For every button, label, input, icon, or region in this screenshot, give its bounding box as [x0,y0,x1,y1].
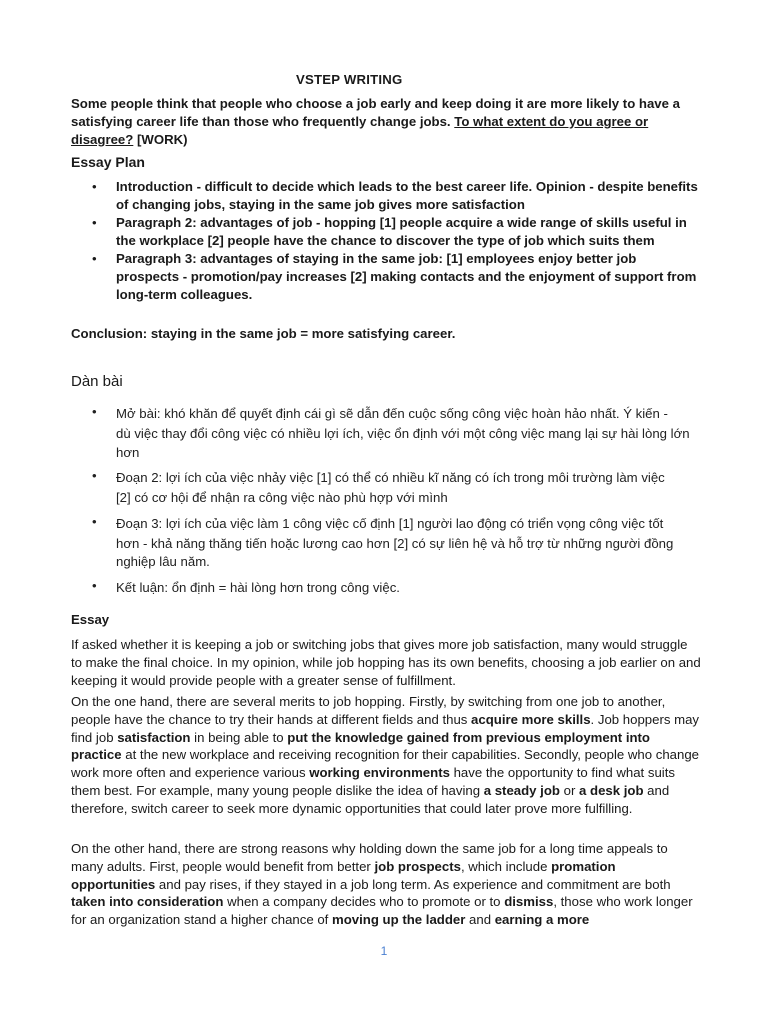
paragraph-text: . Job hoppers may find job [71,711,700,745]
dan-bai-item [71,467,701,508]
essay-plan-list [71,178,701,304]
dan-bai-item-rest: dù việc thay đổi công việc có nhiều lợi ích, việc ổn định với một công việc mang lại sự hài lòng lớn hơn [116,426,690,460]
dan-bai-item-rest: hơn - khả năng thăng tiến hoặc lương cao hơn [2] có sự liên hệ và hỗ trợ từ những người đồng nghiệp lâu năm. [116,535,674,569]
paragraph-text: and therefore, switch career to seek more dynamic opportunities that could later prove more fulfilling. [71,782,670,816]
document-title: VSTEP WRITING [296,72,403,87]
essay-prompt [71,95,701,149]
paragraph-text: On the one hand, there are several merits to job hopping. Firstly, by switching from one job to another, people have the chance to try their hands at different fields and thus [71,694,666,727]
essay-paragraph-intro: If asked whether it is keeping a job or switching jobs that gives more job satisfaction, many would struggle to make the final choice. In my opinion, while job hopping has its own benefits, choosing a job earlier on and keeping it would provide people with a greater sense of fulfillment. [71,637,701,688]
key-phrase: dismiss [504,894,554,910]
dan-bai-item-line: • Kết luận: ổn định = hài lòng hơn trong công việc. [116,579,400,595]
paragraph-text: in being able to [190,729,288,745]
key-phrase: satisfaction [117,729,191,745]
essay-paragraph-body-2 [71,840,701,929]
page-number: 1 [380,944,388,958]
key-phrase: a steady job [483,782,560,798]
paragraph-text: , which include [460,858,552,874]
key-phrase: moving up the ladder [332,912,466,928]
dan-bai-item [71,577,701,599]
dan-bai-heading: Dàn bài [71,373,123,390]
dan-bai-item [71,513,701,572]
paragraph-text: On the other hand, there are strong reasons why holding down the same job for a long time appeals to many adults. First, people would benefit from better [71,841,668,874]
paragraph-text: or [559,782,580,798]
dan-bai-item-line: • Đoạn 3: lợi ích của việc làm 1 công việc cố định [1] người lao động có triển vọng công việc tốt [116,515,664,531]
paragraph-text: when a company decides who to promote or to [223,894,505,910]
paragraph-text: and [465,912,495,928]
key-phrase: working environments [309,765,450,781]
essay-plan-heading: Essay Plan [71,154,145,170]
paragraph-text: and pay rises, if they stayed in a job long term. As experience and commitment are both [155,876,671,892]
key-phrase: put the knowledge gained from previous employment into practice [71,729,650,763]
key-phrase: taken into consideration [71,894,224,910]
dan-bai-item-line: • Mở bài: khó khăn để quyết định cái gì sẽ dẫn đến cuộc sống công việc hoàn hảo nhất. Ý kiến - [116,406,668,421]
plan-conclusion: Conclusion: staying in the same job = more satisfying career. [71,326,456,341]
dan-bai-item [71,403,701,462]
key-phrase: a desk job [579,782,644,798]
prompt-tag: [WORK) [133,132,188,147]
prompt-question: To what extent do you agree or disagree? [71,114,649,147]
key-phrase: promation opportunities [71,858,616,892]
paragraph-text: at the new workplace and receiving recognition for their capabilities. Secondly, people who change work more often and experience various [71,747,700,781]
essay-paragraph-body-1 [71,693,701,818]
plan-item: • Paragraph 3: advantages of staying in the same job: [1] employees enjoy better job prospects - promotion/pay increases [2] making contacts and the enjoyment of support from long-term colleagues. [71,250,701,304]
essay-heading: Essay [71,612,110,627]
plan-item: • Paragraph 2: advantages of job - hopping [1] people acquire a wide range of skills useful in the workplace [2] people have the chance to discover the type of job which suits them [71,214,701,250]
dan-bai-list [71,403,701,604]
key-phrase: earning a more [494,912,590,928]
key-phrase: acquire more skills [471,711,591,727]
paragraph-text: , those who work longer for an organization stand a higher chance of [71,894,693,928]
dan-bai-item-rest: [2] có cơ hội để nhận ra công việc nào phù hợp với mình [116,490,448,505]
dan-bai-item-line: • Đoạn 2: lợi ích của việc nhảy việc [1] có thể có nhiều kĩ năng có ích trong môi trường làm việc [116,470,665,485]
paragraph-text: have the opportunity to find what suits them best. For example, many young people dislike the idea of having [71,765,675,798]
key-phrase: job prospects [374,858,461,874]
prompt-text: Some people think that people who choose a job early and keep doing it are more likely to have a satisfying career life than those who frequently change jobs. [71,96,680,129]
plan-item: • Introduction - difficult to decide which leads to the best career life. Opinion - despite benefits of changing jobs, staying in the same job gives more satisfaction [71,178,701,214]
